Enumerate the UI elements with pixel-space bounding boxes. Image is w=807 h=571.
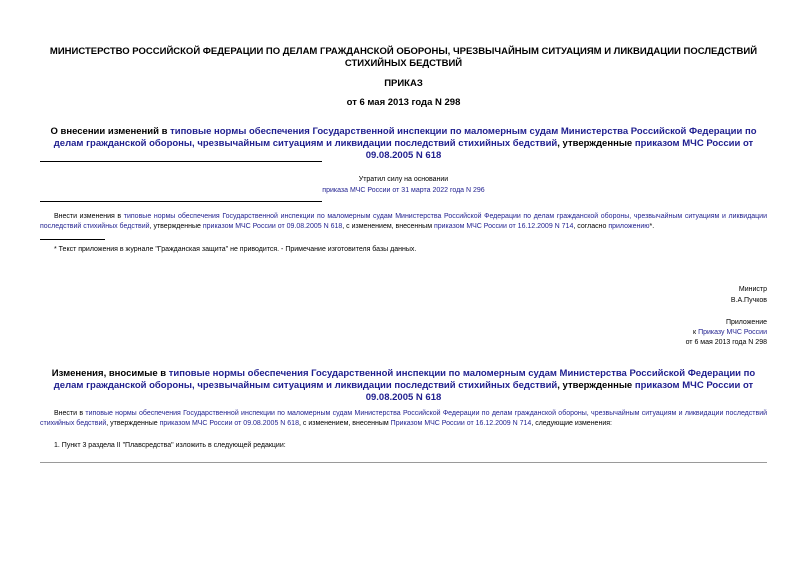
changes-link-order714[interactable]: Приказом МЧС России от 16.12.2009 N 714 (390, 420, 532, 427)
changes-link-norms[interactable]: типовые нормы обеспечения Государственной инспекции по маломерным судам Министерства Российской Федерации по делам гражданской обороны, чрезвычайным ситуациям и ликвидации последствий стихийных бедствий (40, 410, 768, 427)
status-rule-top (40, 161, 322, 162)
body-link-order618[interactable]: приказом МЧС России от 09.08.2005 N 618 (202, 223, 343, 230)
appendix-to-prefix: к (693, 329, 699, 336)
changes-paragraph (40, 409, 767, 429)
body-link-norms[interactable]: типовые нормы обеспечения Государственной инспекции по маломерным судам Министерства Российской Федерации по делам гражданской обороны, чрезвычайным ситуациям и ликвидации последствий стихийных бедствий (40, 213, 767, 230)
changes-title-link-order618[interactable]: приказом МЧС России от 09.08.2005 N 618 (365, 380, 754, 403)
appendix-order-link[interactable]: Приказу МЧС России (698, 329, 767, 336)
doc-date-number: от 6 мая 2013 года N 298 (346, 97, 461, 108)
changes-title-middle: , утвержденные (557, 380, 635, 391)
body-text: *. (649, 223, 655, 230)
changes-text: , с изменением, внесенным (298, 420, 391, 427)
body-text: , с изменением, внесенным (342, 223, 434, 230)
order-title-middle: , утвержденные (557, 138, 635, 149)
changes-text: , следующие изменения: (531, 420, 612, 427)
doc-type-heading: ПРИКАЗ (384, 78, 423, 89)
status-rule-bottom (40, 201, 322, 202)
ministry-heading: МИНИСТЕРСТВО РОССИЙСКОЙ ФЕДЕРАЦИИ ПО ДЕЛАМ ГРАЖДАНСКОЙ ОБОРОНЫ, ЧРЕЗВЫЧАЙНЫМ СИТУАЦИЯМ И ЛИКВИДАЦИИ ПОСЛЕДСТВИЙ СТИХИЙНЫХ БЕДСТВИЙ (49, 46, 758, 69)
changes-link-order618[interactable]: приказом МЧС России от 09.08.2005 N 618 (159, 420, 299, 427)
footnote-text: * Текст приложения в журнале "Гражданская защита" не приводится. - Примечание изготовителя базы данных. (54, 246, 417, 253)
appendix-label: Приложение (725, 319, 767, 326)
signature-role: Министр (738, 286, 767, 293)
changes-title-prefix: Изменения, вносимые в (51, 368, 169, 379)
signature-name: В.А.Пучков (730, 297, 767, 304)
changes-text: Внести в (54, 410, 86, 417)
changes-title-link-norms[interactable]: типовые нормы обеспечения Государственной инспекции по маломерным судам Министерства Российской Федерации по делам гражданской обороны, чрезвычайным ситуациям и ликвидации последствий стихийных бедствий (53, 368, 756, 391)
body-text: Внести изменения в (54, 213, 124, 220)
changes-text: , утвержденные (106, 420, 160, 427)
changes-item-1: 1. Пункт 3 раздела II "Плавсредства" изложить в следующей редакции: (54, 442, 286, 449)
footnote-rule (40, 239, 105, 240)
order-title-link-norms[interactable]: типовые нормы обеспечения Государственной инспекции по маломерным судам Министерства Российской Федерации по делам гражданской обороны, чрезвычайным ситуациям и ликвидации последствий стихийных бедствий (53, 126, 757, 149)
order-title (40, 126, 767, 162)
body-text: , согласно (573, 223, 609, 230)
changes-title (40, 368, 767, 404)
body-link-order714[interactable]: приказом МЧС России от 16.12.2009 N 714 (433, 223, 574, 230)
appendix-date: от 6 мая 2013 года N 298 (685, 339, 767, 346)
body-link-appendix[interactable]: приложению (608, 223, 650, 230)
order-title-link-order618[interactable]: приказом МЧС России от 09.08.2005 N 618 (365, 138, 754, 161)
body-paragraph (40, 212, 767, 232)
status-repeal-link[interactable]: приказа МЧС России от 31 марта 2022 года N 296 (322, 187, 485, 194)
status-line: Утратил силу на основании (358, 176, 449, 183)
body-text: , утвержденные (149, 223, 203, 230)
bottom-divider (40, 462, 767, 463)
appendix-to (500, 328, 767, 338)
order-title-prefix: О внесении изменений в (50, 126, 171, 137)
